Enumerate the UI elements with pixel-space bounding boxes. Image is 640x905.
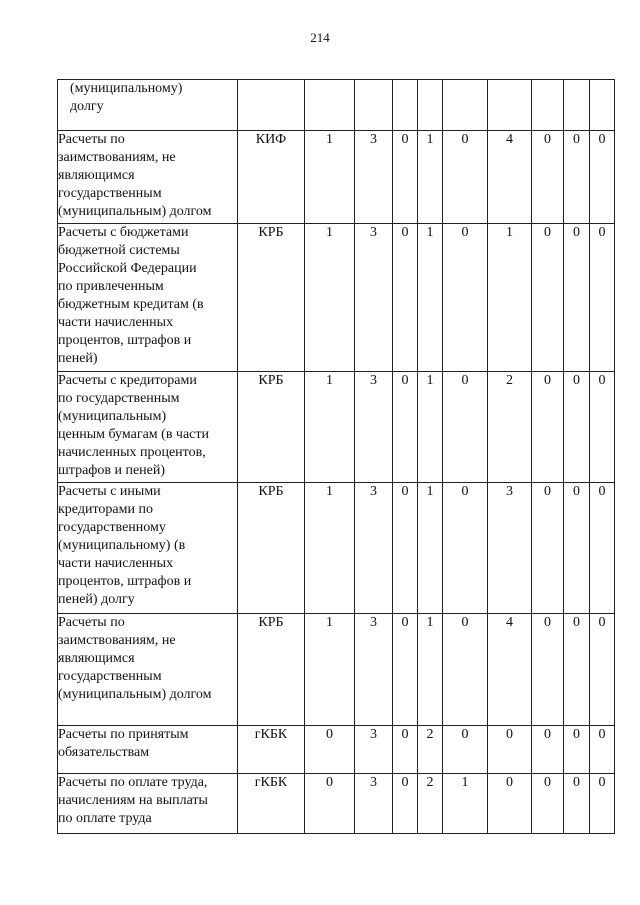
account-digit-cell: 3 (355, 614, 393, 726)
account-digit-cell: 0 (564, 372, 590, 483)
account-digit-cell: 0 (305, 726, 355, 774)
account-digit-cell: 0 (532, 224, 564, 372)
account-digit-cell: 0 (564, 774, 590, 834)
account-digit-cell: 1 (305, 372, 355, 483)
account-name-line: начислениям на выплаты (58, 793, 208, 808)
account-digit-cell: 0 (393, 372, 418, 483)
account-name-line: (муниципальным) долгом (58, 204, 212, 219)
account-name-line: (муниципальному) (в (58, 538, 186, 553)
account-name-line: кредиторами по (58, 502, 153, 517)
account-name-line: Российской Федерации (58, 261, 197, 276)
account-digit-cell: 0 (564, 614, 590, 726)
account-code-table (57, 79, 615, 834)
account-name-cell (58, 614, 238, 726)
account-digit-cell (590, 80, 615, 131)
account-digit-cell: 0 (590, 483, 615, 614)
account-name-line: Расчеты по оплате труда, (58, 775, 208, 790)
account-digit-cell: 0 (443, 483, 488, 614)
account-digit-cell: 1 (418, 614, 443, 726)
table-row (58, 614, 615, 726)
account-name-line: части начисленных (58, 315, 174, 330)
account-name-line: по привлеченным (58, 279, 164, 294)
account-digit-cell: 0 (393, 224, 418, 372)
account-digit-cell: 2 (418, 774, 443, 834)
account-digit-cell: 3 (488, 483, 532, 614)
account-digit-cell (393, 80, 418, 131)
account-name-line: Расчеты по (58, 615, 125, 630)
account-name-cell (58, 224, 238, 372)
account-name-line: долгу (70, 99, 104, 114)
table-row (58, 483, 615, 614)
account-digit-cell: 0 (532, 614, 564, 726)
account-digit-cell: 0 (590, 224, 615, 372)
account-digit-cell: 0 (488, 774, 532, 834)
account-name-line: являющимся (58, 651, 135, 666)
account-digit-cell: 0 (443, 224, 488, 372)
account-name-line: по оплате труда (58, 811, 152, 826)
account-code-cell: КРБ (238, 614, 305, 726)
account-name-cell (58, 131, 238, 224)
account-digit-cell: 0 (564, 483, 590, 614)
account-digit-cell: 0 (564, 726, 590, 774)
table-row (58, 80, 615, 131)
account-digit-cell: 1 (305, 224, 355, 372)
account-digit-cell: 0 (305, 774, 355, 834)
account-digit-cell: 0 (564, 224, 590, 372)
account-code-cell: КРБ (238, 372, 305, 483)
account-digit-cell: 0 (443, 372, 488, 483)
account-name-line: по государственным (58, 391, 180, 406)
account-digit-cell: 0 (393, 726, 418, 774)
account-digit-cell: 0 (393, 614, 418, 726)
account-name-line: Расчеты с бюджетами (58, 225, 189, 240)
table-row (58, 372, 615, 483)
account-name-line: штрафов и пеней) (58, 463, 166, 478)
account-digit-cell (488, 80, 532, 131)
account-name-line: заимствованиям, не (58, 633, 176, 648)
account-name-cell (58, 726, 238, 774)
account-name-line: государственным (58, 669, 162, 684)
account-digit-cell: 0 (393, 774, 418, 834)
account-code-cell (238, 80, 305, 131)
account-digit-cell: 0 (393, 131, 418, 224)
account-digit-cell: 1 (443, 774, 488, 834)
account-name-line: Расчеты по (58, 132, 125, 147)
account-name-cell (58, 774, 238, 834)
account-digit-cell: 2 (418, 726, 443, 774)
account-name-line: (муниципальному) (70, 81, 183, 96)
account-name-line: государственному (58, 520, 166, 535)
table-row (58, 774, 615, 834)
account-digit-cell: 3 (355, 131, 393, 224)
account-digit-cell (418, 80, 443, 131)
account-digit-cell: 1 (305, 131, 355, 224)
account-digit-cell: 0 (532, 131, 564, 224)
account-digit-cell: 0 (532, 483, 564, 614)
account-digit-cell: 0 (532, 726, 564, 774)
account-name-line: пеней) долгу (58, 592, 135, 607)
account-digit-cell: 0 (393, 483, 418, 614)
table-row (58, 726, 615, 774)
account-digit-cell: 0 (532, 372, 564, 483)
account-digit-cell: 3 (355, 774, 393, 834)
account-digit-cell (532, 80, 564, 131)
account-name-line: (муниципальным) долгом (58, 687, 212, 702)
account-digit-cell: 1 (418, 372, 443, 483)
account-digit-cell: 4 (488, 131, 532, 224)
account-code-cell: гКБК (238, 774, 305, 834)
account-digit-cell (305, 80, 355, 131)
account-digit-cell: 3 (355, 224, 393, 372)
account-digit-cell: 3 (355, 483, 393, 614)
account-digit-cell: 0 (532, 774, 564, 834)
account-digit-cell: 0 (590, 614, 615, 726)
account-name-line: начисленных процентов, (58, 445, 206, 460)
account-name-line: бюджетной системы (58, 243, 180, 258)
account-name-cell (58, 80, 238, 131)
account-name-line: процентов, штрафов и (58, 574, 192, 589)
account-name-line: обязательствам (58, 745, 150, 760)
table-row (58, 131, 615, 224)
account-digit-cell: 0 (590, 726, 615, 774)
account-name-line: (муниципальным) (58, 409, 167, 424)
account-digit-cell: 1 (418, 131, 443, 224)
account-digit-cell: 0 (590, 131, 615, 224)
table-row (58, 224, 615, 372)
account-digit-cell: 1 (305, 614, 355, 726)
account-digit-cell: 0 (443, 131, 488, 224)
account-digit-cell: 0 (590, 372, 615, 483)
account-name-line: государственным (58, 186, 162, 201)
account-digit-cell: 0 (564, 131, 590, 224)
account-digit-cell: 1 (488, 224, 532, 372)
account-code-cell: КРБ (238, 224, 305, 372)
account-code-cell: КРБ (238, 483, 305, 614)
account-digit-cell (355, 80, 393, 131)
account-name-line: Расчеты с иными (58, 484, 161, 499)
account-name-line: части начисленных (58, 556, 174, 571)
account-digit-cell: 1 (418, 224, 443, 372)
account-digit-cell: 4 (488, 614, 532, 726)
account-digit-cell: 2 (488, 372, 532, 483)
account-name-cell (58, 372, 238, 483)
account-digit-cell (443, 80, 488, 131)
account-name-cell (58, 483, 238, 614)
account-digit-cell: 0 (590, 774, 615, 834)
account-code-cell: КИФ (238, 131, 305, 224)
account-digit-cell: 1 (418, 483, 443, 614)
account-name-line: пеней) (58, 351, 98, 366)
account-name-line: Расчеты по принятым (58, 727, 189, 742)
page-number: 214 (310, 30, 330, 45)
account-digit-cell: 0 (488, 726, 532, 774)
account-name-line: процентов, штрафов и (58, 333, 192, 348)
account-name-line: бюджетным кредитам (в (58, 297, 204, 312)
account-digit-cell: 1 (305, 483, 355, 614)
account-name-line: Расчеты с кредиторами (58, 373, 197, 388)
account-digit-cell: 3 (355, 372, 393, 483)
account-digit-cell: 0 (443, 726, 488, 774)
account-name-line: являющимся (58, 168, 135, 183)
account-code-cell: гКБК (238, 726, 305, 774)
account-name-line: заимствованиям, не (58, 150, 176, 165)
account-digit-cell: 0 (443, 614, 488, 726)
account-digit-cell (564, 80, 590, 131)
account-name-line: ценным бумагам (в части (58, 427, 210, 442)
account-digit-cell: 3 (355, 726, 393, 774)
